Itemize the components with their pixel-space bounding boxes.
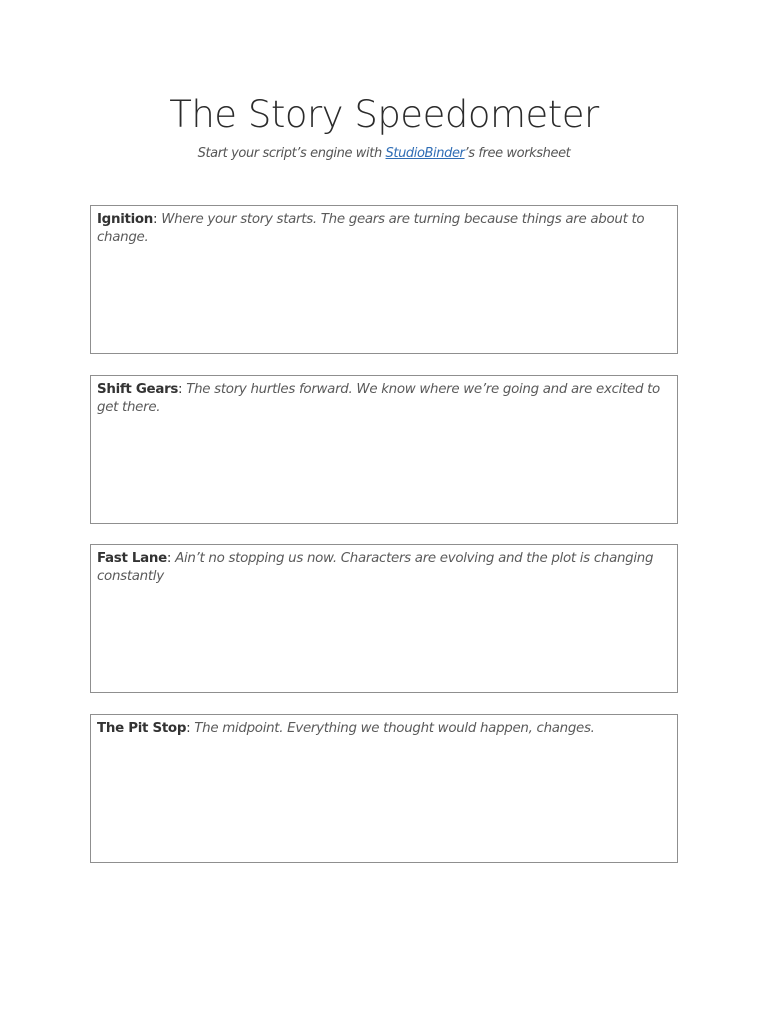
section-colon: :: [166, 551, 176, 566]
subtitle-text-before: Start your script’s engine with: [197, 146, 386, 161]
subtitle: [0, 144, 768, 164]
section-colon: :: [178, 382, 187, 397]
shift-gears-section-box[interactable]: [90, 375, 678, 524]
section-label: Fast Lane: [97, 551, 167, 566]
section-label: The Pit Stop: [97, 721, 187, 736]
section-description: Where your story starts. The gears are turning because things are about to change.: [97, 212, 645, 245]
section-label: Ignition: [97, 212, 154, 227]
section-description: The story hurtles forward. We know where we’re going and are excited to get there.: [97, 382, 660, 415]
pit-stop-section-box[interactable]: [90, 714, 678, 863]
section-description: Ain’t no stopping us now. Characters are evolving and the plot is changing constantly: [97, 551, 654, 584]
section-colon: :: [186, 721, 195, 736]
fast-lane-section-box[interactable]: [90, 544, 678, 693]
page-title: The Story Speedometer: [169, 93, 599, 136]
section-label: Shift Gears: [97, 382, 179, 397]
subtitle-text-after: ’s free worksheet: [464, 146, 571, 161]
ignition-section-box[interactable]: [90, 205, 678, 354]
studiobinder-link[interactable]: StudioBinder: [385, 146, 465, 161]
section-colon: :: [153, 212, 162, 227]
section-description: The midpoint. Everything we thought would happen, changes.: [194, 721, 595, 736]
